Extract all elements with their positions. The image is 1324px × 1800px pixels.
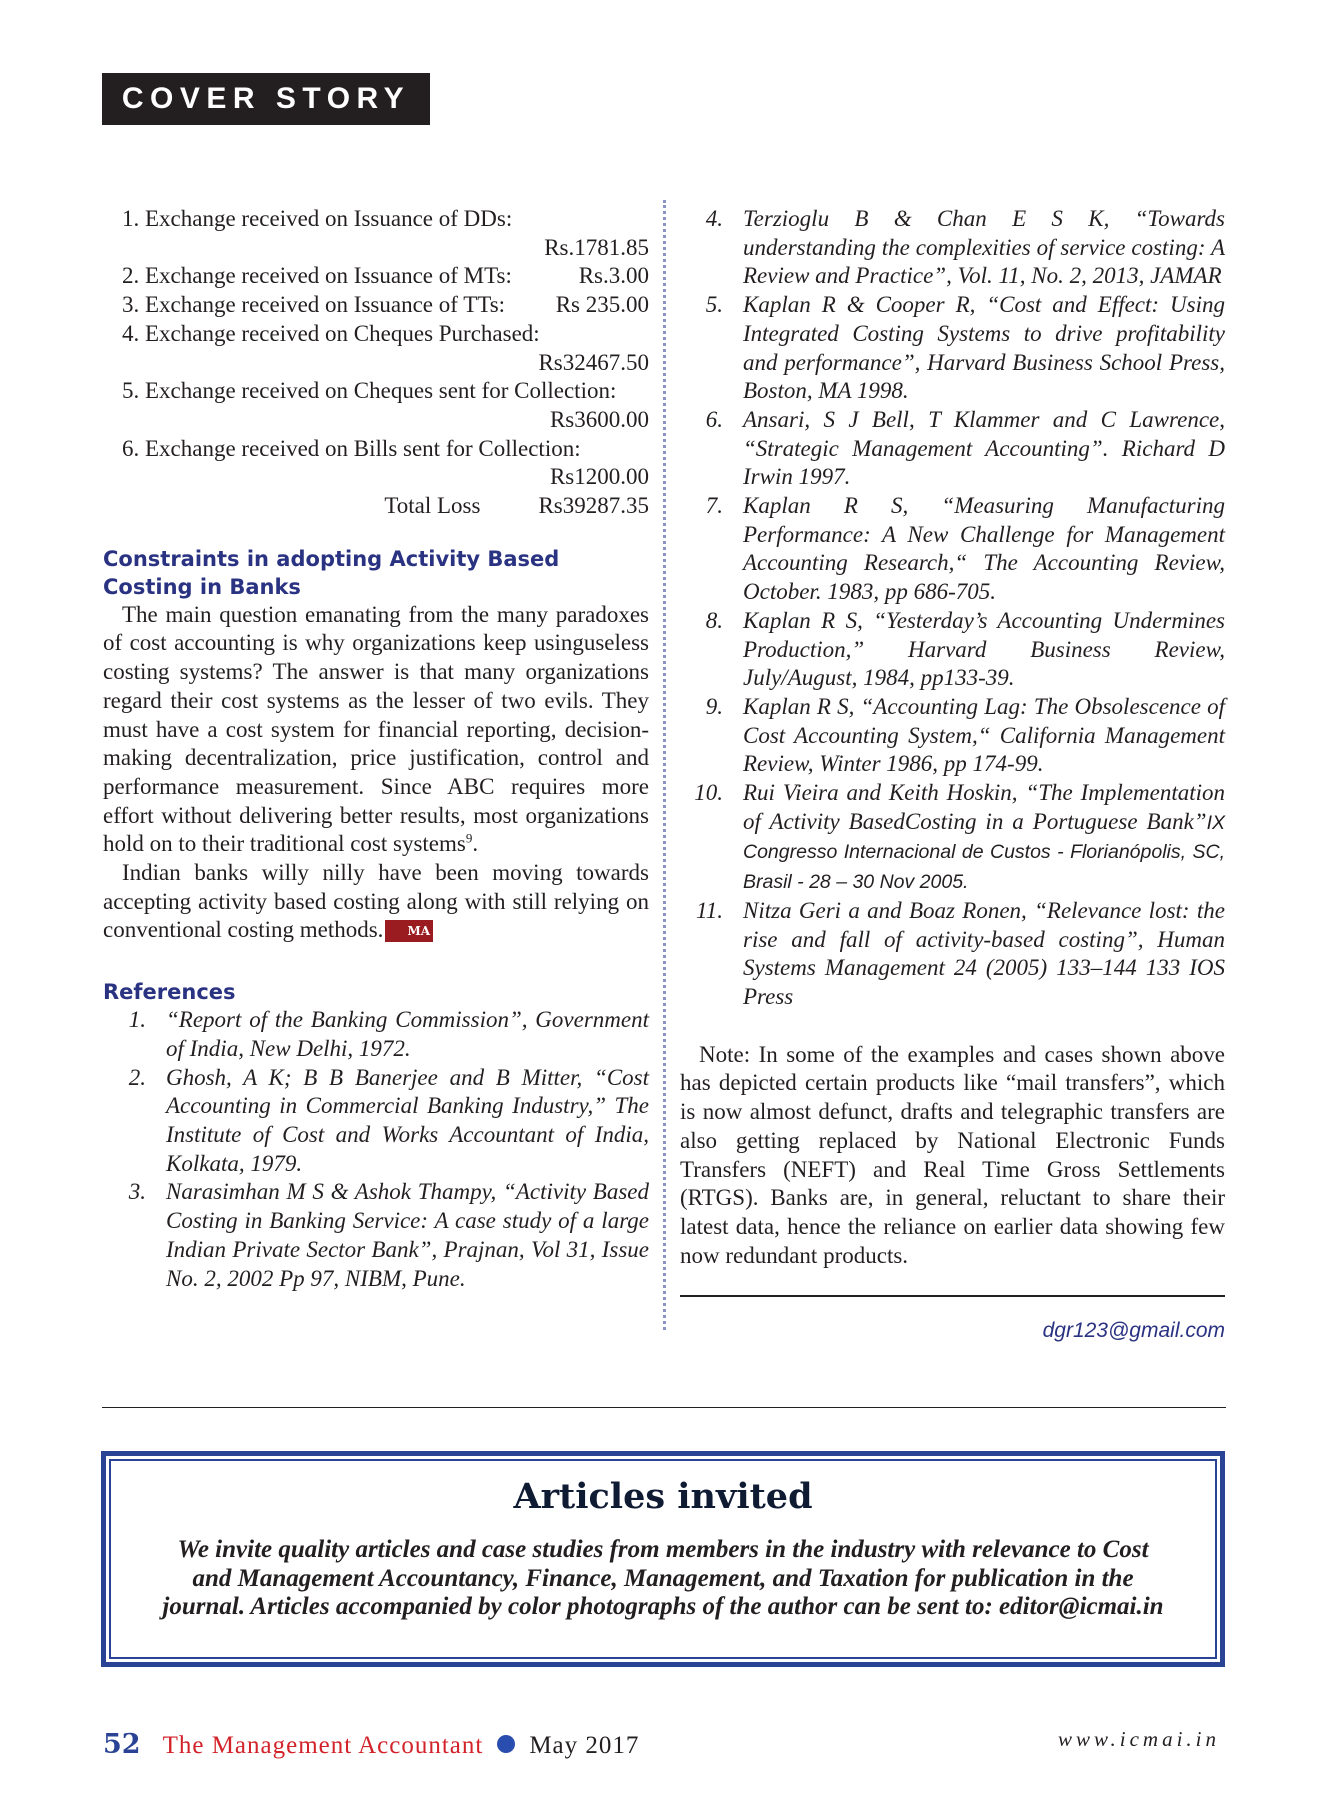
reference-number: 9. xyxy=(705,693,723,719)
exchange-item-label: 4. Exchange received on Cheques Purchased: xyxy=(122,320,540,346)
exchange-item-amount: Rs3600.00 xyxy=(549,406,649,432)
exchange-item-label: 5. Exchange received on Cheques sent for Collection: xyxy=(122,378,617,404)
exchange-item-amount: Rs1200.00 xyxy=(549,464,649,490)
reference-item xyxy=(680,897,1225,1012)
reference-item xyxy=(680,205,1225,291)
articles-invited-title: Articles invited xyxy=(513,1476,813,1517)
reference-item xyxy=(103,1064,649,1179)
reference-item xyxy=(680,406,1225,492)
reference-number: 1. xyxy=(128,1007,146,1033)
exchange-item-amount: Rs 235.00 xyxy=(555,292,649,318)
paragraph-text: The main question emanating from the many paradoxes of cost accounting is why organizations keep usinguseless costing systems? The answer is that many organizations regard their cost systems as the lesser of two evils. They must have a cost system for financial reporting, decision-making decentralization, price justification, control and performance measurement. Since ABC requires more effort without delivering better results, most organizations hold on to their traditional cost systems xyxy=(103,601,649,857)
exchange-item-label: 1. Exchange received on Issuance of DDs: xyxy=(122,206,513,231)
reference-text xyxy=(743,779,1225,897)
exchange-item xyxy=(103,205,649,262)
total-loss-amount: Rs39287.35 xyxy=(538,493,649,519)
reference-text-sans: IX Congresso Internacional de Custos - Florianópolis, SC, Brasil - 28 – 30 Nov 2005. xyxy=(743,811,1225,894)
reference-number: 5. xyxy=(705,292,723,318)
exchange-item xyxy=(103,435,649,492)
section-banner xyxy=(102,73,430,125)
reference-text: “Report of the Banking Commission”, Government of India, New Delhi, 1972. xyxy=(166,1007,649,1061)
publication-name: The Management Accountant xyxy=(162,1732,484,1759)
exchange-item xyxy=(103,320,649,377)
reference-text: Kaplan R S, “Yesterday’s Accounting Undermines Production,” Harvard Business Review, July/August, 1984, pp133-39. xyxy=(743,607,1225,691)
articles-invited-text xyxy=(106,1536,1220,1622)
exchange-item xyxy=(103,291,649,320)
section-heading: Constraints in adopting Activity Based Costing in Banks xyxy=(103,546,560,599)
paragraph xyxy=(103,601,649,859)
reference-number: 10. xyxy=(694,780,723,806)
references-heading: References xyxy=(103,980,236,1005)
issue-date: May 2017 xyxy=(529,1732,640,1759)
reference-text: Ghosh, A K; B B Banerjee and B Mitter, “Cost Accounting in Commercial Banking Industry,” The Institute of Cost and Works Accountant of India, Kolkata, 1979. xyxy=(166,1064,649,1176)
exchange-item-amount: Rs.3.00 xyxy=(578,263,649,289)
reference-number: 7. xyxy=(705,493,723,519)
ma-end-badge-icon: MA xyxy=(385,920,433,942)
author-email-link[interactable]: dgr123@gmail.com xyxy=(1042,1319,1225,1343)
column-divider xyxy=(663,200,666,1330)
reference-number: 6. xyxy=(705,406,723,432)
reference-number: 11. xyxy=(695,897,723,923)
articles-invited-line: journal. Articles accompanied by color photographs of the author can be sent to: editor@icmai.in xyxy=(162,1593,1164,1620)
articles-invited-line: and Management Accountancy, Finance, Management, and Taxation for publication in the xyxy=(192,1564,1134,1592)
paragraph xyxy=(103,859,649,945)
exchange-item-amount: Rs32467.50 xyxy=(538,349,649,375)
section-rule xyxy=(680,1295,1225,1297)
reference-text: Nitza Geri a and Boaz Ronen, “Relevance lost: the rise and fall of activity-based costing”, Human Systems Management 24 (2005) 133–144 133 IOS Press xyxy=(743,897,1225,1009)
reference-item xyxy=(103,1178,649,1293)
left-column xyxy=(103,205,649,1293)
website-link[interactable]: www.icmai.in xyxy=(1058,1727,1220,1751)
reference-text: Ansari, S J Bell, T Klammer and C Lawrence, “Strategic Management Accounting”. Richard D Irwin 1997. xyxy=(743,406,1225,490)
paragraph-end: . xyxy=(472,831,479,857)
exchange-item-amount: Rs.1781.85 xyxy=(544,234,649,260)
total-loss-label: Total Loss xyxy=(384,493,481,519)
reference-text: Kaplan R S, “Accounting Lag: The Obsolescence of Cost Accounting System,“ California Management Review, Winter 1986, pp 174-99. xyxy=(743,693,1225,777)
reference-text: Kaplan R S, “Measuring Manufacturing Performance: A New Challenge for Management Accounting Research,“ The Accounting Review, October. 1983, pp 686-705. xyxy=(743,493,1225,605)
reference-text-italic: Rui Vieira and Keith Hoskin, “The Implementation of Activity BasedCosting in a Portuguese Bank” xyxy=(743,780,1225,834)
right-column xyxy=(680,205,1225,1346)
paragraph-text: Indian banks willy nilly have been moving towards accepting activity based costing along with still relying on conventional costing methods. xyxy=(103,860,649,943)
exchange-item-label: 6. Exchange received on Bills sent for Collection: xyxy=(122,435,581,461)
articles-invited-line: We invite quality articles and case studies from members in the industry with relevance to Cost xyxy=(177,1536,1149,1563)
bullet-dot-icon xyxy=(497,1735,515,1753)
total-loss-row xyxy=(103,492,649,521)
page-footer xyxy=(103,1729,639,1760)
reference-item xyxy=(680,291,1225,406)
page-rule xyxy=(102,1407,1226,1408)
reference-item xyxy=(680,607,1225,693)
exchange-item xyxy=(103,262,649,291)
reference-number: 8. xyxy=(705,607,723,633)
exchange-item-label: 2. Exchange received on Issuance of MTs: xyxy=(122,263,512,289)
reference-item xyxy=(680,693,1225,779)
reference-number: 2. xyxy=(128,1064,146,1090)
exchange-list xyxy=(103,205,649,521)
exchange-item xyxy=(103,377,649,434)
reference-item xyxy=(680,779,1225,897)
articles-invited-box xyxy=(101,1451,1225,1667)
footnote-ref: 9 xyxy=(465,830,473,846)
section-label: COVER STORY xyxy=(121,82,411,115)
reference-number: 4. xyxy=(705,206,723,231)
reference-item xyxy=(680,492,1225,607)
note-paragraph: Note: In some of the examples and cases shown above has depicted certain products like “mail transfers”, which is now almost defunct, drafts and telegraphic transfers are also getting replaced by National Electronic Funds Transfers (NEFT) and Real Time Gross Settlements (RTGS). Banks are, in general, reluctant to share their latest data, hence the reliance on earlier data showing few now redundant products. xyxy=(680,1041,1225,1268)
reference-item xyxy=(103,1006,649,1063)
reference-text: Narasimhan M S & Ashok Thampy, “Activity Based Costing in Banking Service: A case study of a large Indian Private Sector Bank”, Prajnan, Vol 31, Issue No. 2, 2002 Pp 97, NIBM, Pune. xyxy=(166,1179,649,1291)
page-number: 52 xyxy=(103,1729,141,1760)
reference-number: 3. xyxy=(128,1179,146,1205)
reference-text: Kaplan R & Cooper R, “Cost and Effect: Using Integrated Costing Systems to drive profitability and performance”, Harvard Business School Press, Boston, MA 1998. xyxy=(743,292,1225,404)
exchange-item-label: 3. Exchange received on Issuance of TTs: xyxy=(122,292,506,318)
reference-text: Terzioglu B & Chan E S K, “Towards understanding the complexities of service costing: A Review and Practice”, Vol. 11, No. 2, 2013, JAMAR xyxy=(743,206,1225,289)
